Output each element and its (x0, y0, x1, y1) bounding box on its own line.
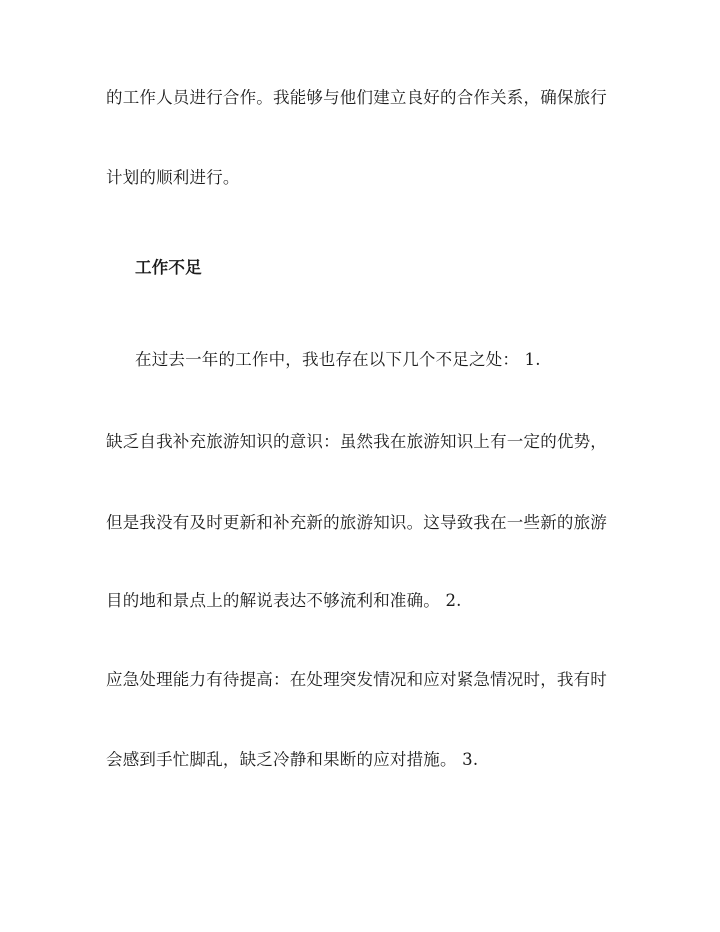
paragraph-line: 应急处理能力有待提高：在处理突发情况和应对紧急情况时，我有时 (106, 670, 607, 689)
paragraph-line: 目的地和景点上的解说表达不够流利和准确。 2. (106, 591, 462, 610)
paragraph-line: 但是我没有及时更新和补充新的旅游知识。这导致我在一些新的旅游 (106, 513, 607, 532)
paragraph-line: 在过去一年的工作中，我也存在以下几个不足之处： 1. (135, 350, 541, 369)
section-heading: 工作不足 (135, 258, 202, 277)
paragraph-line: 的工作人员进行合作。我能够与他们建立良好的合作关系，确保旅行 (106, 88, 607, 107)
paragraph-line: 计划的顺利进行。 (106, 168, 240, 187)
paragraph-line: 会感到手忙脚乱，缺乏冷静和果断的应对措施。 3. (106, 750, 479, 769)
paragraph-line: 缺乏自我补充旅游知识的意识：虽然我在旅游知识上有一定的优势， (106, 432, 607, 451)
